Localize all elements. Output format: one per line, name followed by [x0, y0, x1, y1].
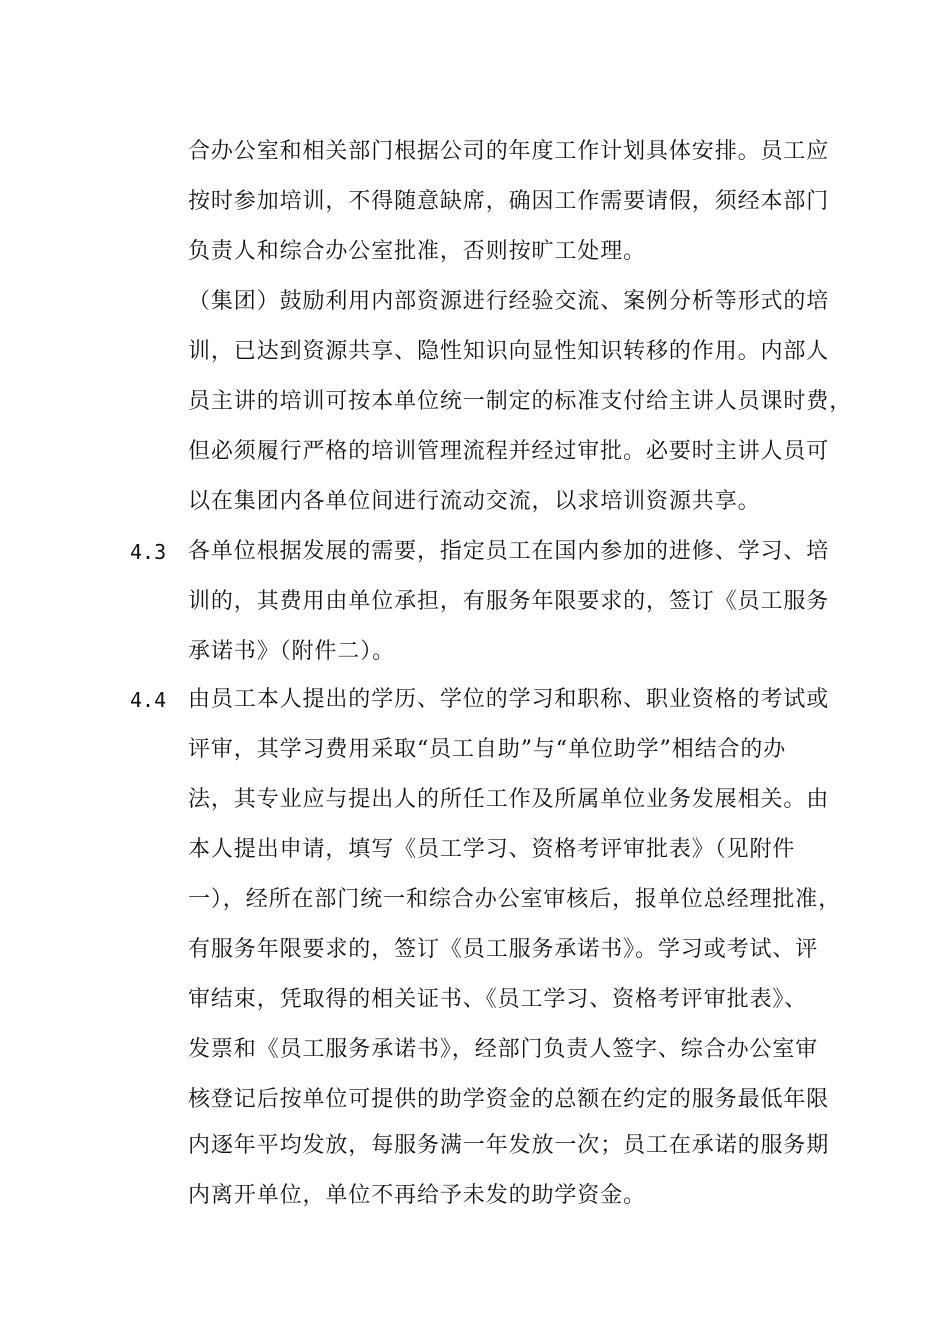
section-number: 4.4: [130, 688, 167, 712]
text-line: 法，其专业应与提出人的所任工作及所属单位业务发展相关。由: [188, 787, 830, 812]
text-line: 负责人和综合办公室批准，否则按旷工处理。: [188, 239, 647, 264]
text-line: 合办公室和相关部门根据公司的年度工作计划具体安排。员工应: [188, 139, 830, 164]
text-line: 由员工本人提出的学历、学位的学习和职称、职业资格的考试或: [188, 687, 830, 712]
text-line: 训的，其费用由单位承担，有服务年限要求的，签订《员工服务: [188, 589, 830, 614]
text-line: 按时参加培训，不得随意缺席，确因工作需要请假，须经本部门: [188, 189, 830, 214]
section-number: 4.3: [130, 540, 167, 564]
text-line: 内离开单位，单位不再给予未发的助学资金。: [188, 1183, 647, 1208]
text-line: 发票和《员工服务承诺书》，经部门负责人签字、综合办公室审: [188, 1037, 819, 1062]
text-line: 内逐年平均发放，每服务满一年发放一次；员工在承诺的服务期: [188, 1133, 830, 1158]
text-line: 审结束，凭取得的相关证书、《员工学习、资格考评审批表》、: [188, 987, 808, 1012]
text-line: 一），经所在部门统一和综合办公室审核后，报单位总经理批准，: [188, 887, 842, 912]
text-line: 承诺书》（附件二）。: [188, 639, 396, 664]
text-line: 以在集团内各单位间进行流动交流，以求培训资源共享。: [188, 489, 761, 514]
text-line: 但必须履行严格的培训管理流程并经过审批。必要时主讲人员可: [188, 439, 830, 464]
text-line: 评审，其学习费用采取“员工自助”与“单位助学”相结合的办: [188, 737, 787, 762]
text-line: 核登记后按单位可提供的助学资金的总额在约定的服务最低年限: [188, 1087, 830, 1112]
text-line: （集团）鼓励利用内部资源进行经验交流、案例分析等形式的培: [188, 289, 830, 314]
text-line: 各单位根据发展的需要，指定员工在国内参加的进修、学习、培: [188, 539, 830, 564]
text-line: 训，已达到资源共享、隐性知识向显性知识转移的作用。内部人: [188, 339, 830, 364]
text-line: 有服务年限要求的，签订《员工服务承诺书》。学习或考试、评: [188, 937, 819, 962]
text-line: 本人提出申请，填写《员工学习、资格考评审批表》（见附件: [188, 837, 796, 862]
text-line: 员主讲的培训可按本单位统一制定的标准支付给主讲人员课时费，: [188, 389, 853, 414]
